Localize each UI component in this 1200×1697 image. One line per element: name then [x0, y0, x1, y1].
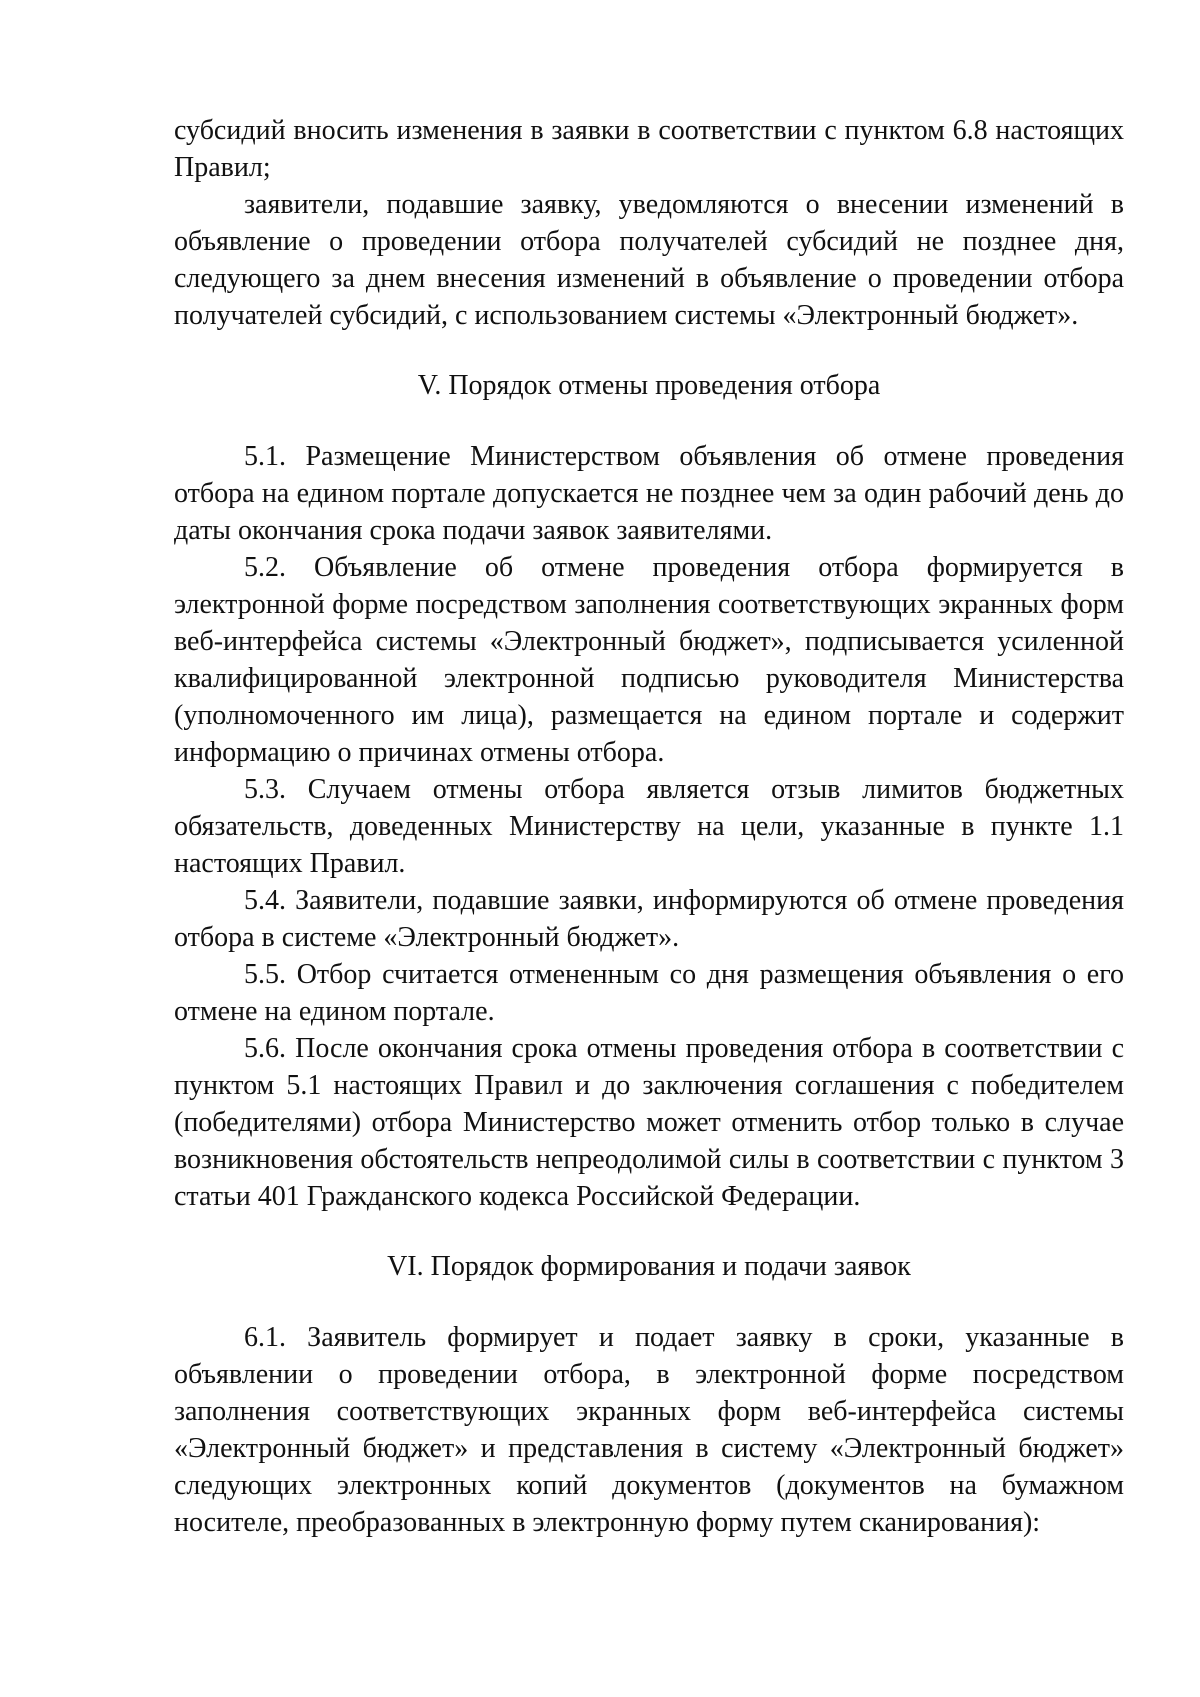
intro-paragraph-1: субсидий вносить изменения в заявки в соответствии с пунктом 6.8 настоящих Правил;	[174, 115, 1124, 183]
section-6-title: VI. Порядок формирования и подачи заявок	[387, 1251, 911, 1282]
section-5-title: V. Порядок отмены проведения отбора	[417, 370, 881, 401]
paragraph-5-1: 5.1. Размещение Министерством объявления об отмене проведения отбора на едином портале допускается не позднее чем за один рабочий день до даты окончания срока подачи заявок заявителями.	[174, 441, 1124, 546]
paragraph-6-1: 6.1. Заявитель формирует и подает заявку в сроки, указанные в объявлении о проведении отбора, в электронной форме посредством заполнения соответствующих экранных форм веб-интерфейса системы «Электронный бюджет» и представления в систему «Электронный бюджет» следующих электронных копий документов (документов на бумажном носителе, преобразованных в электронную форму путем сканирования):	[174, 1322, 1124, 1538]
document-page	[174, 112, 1124, 1541]
paragraph-5-2: 5.2. Объявление об отмене проведения отбора формируется в электронной форме посредством заполнения соответствующих экранных форм веб-интерфейса системы «Электронный бюджет», подписывается усиленной квалифицированной электронной подписью руководителя Министерства (уполномоченного им лица), размещается на едином портале и содержит информацию о причинах отмены отбора.	[174, 552, 1124, 768]
intro-paragraph-2: заявители, подавшие заявку, уведомляются о внесении изменений в объявление о проведении отбора получателей субсидий не позднее дня, следующего за днем внесения изменений в объявление о проведении отбора получателей субсидий, с использованием системы «Электронный бюджет».	[174, 189, 1124, 331]
paragraph-5-6: 5.6. После окончания срока отмены проведения отбора в соответствии с пунктом 5.1 настоящих Правил и до заключения соглашения с победителем (победителями) отбора Министерство может отменить отбор только в случае возникновения обстоятельств непреодолимой силы в соответствии с пунктом 3 статьи 401 Гражданского кодекса Российской Федерации.	[174, 1033, 1124, 1212]
paragraph-5-3: 5.3. Случаем отмены отбора является отзыв лимитов бюджетных обязательств, доведенных Министерству на цели, указанные в пункте 1.1 настоящих Правил.	[174, 774, 1124, 879]
paragraph-5-4: 5.4. Заявители, подавшие заявки, информируются об отмене проведения отбора в системе «Электронный бюджет».	[174, 885, 1124, 953]
paragraph-5-5: 5.5. Отбор считается отмененным со дня размещения объявления о его отмене на едином портале.	[174, 959, 1124, 1027]
